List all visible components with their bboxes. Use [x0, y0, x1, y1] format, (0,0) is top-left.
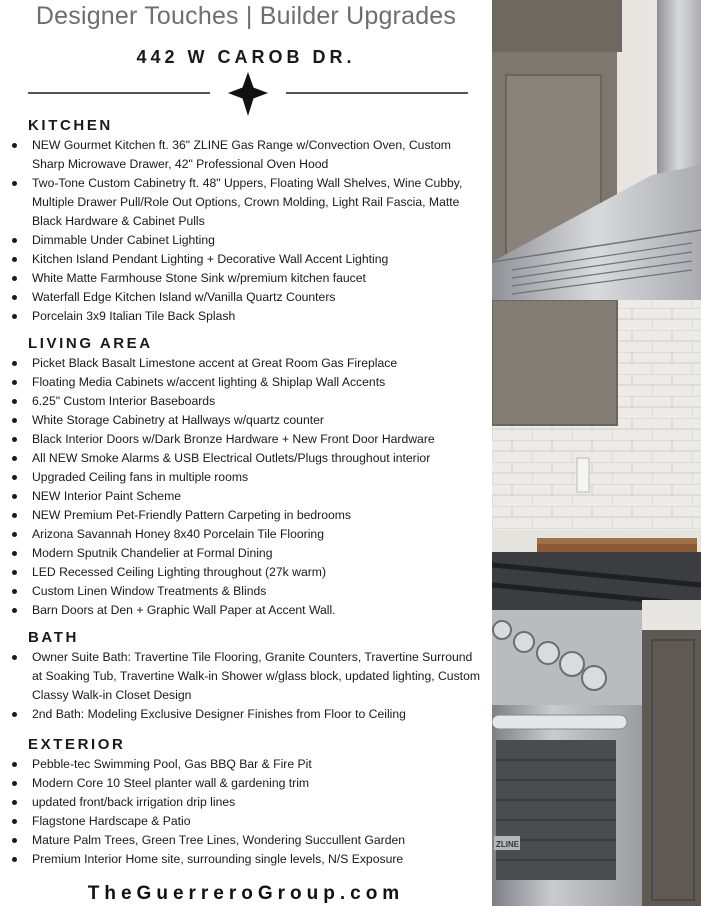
knob-icon	[537, 642, 559, 664]
bullet-icon	[12, 838, 17, 843]
list-item-text: NEW Premium Pet-Friendly Pattern Carpeting in bedrooms	[32, 508, 352, 522]
list-item	[0, 250, 492, 269]
brand-logo: ZLINE	[496, 840, 520, 849]
list-item	[0, 705, 492, 724]
knob-icon	[493, 621, 511, 639]
bullet-icon	[12, 314, 17, 319]
oven-window	[496, 740, 616, 880]
list-item	[0, 755, 492, 774]
list-item-text: Mature Palm Trees, Green Tree Lines, Wondering Succullent Garden	[32, 833, 406, 847]
list-item-text: Upgraded Ceiling fans in multiple rooms	[32, 470, 249, 484]
bullet-icon	[12, 513, 17, 518]
bullet-icon	[12, 418, 17, 423]
section-title: EXTERIOR	[28, 736, 126, 753]
bullet-icon	[12, 361, 17, 366]
bullet-icon	[12, 655, 17, 660]
bullet-icon	[12, 551, 17, 556]
list-item	[0, 373, 492, 392]
bullet-icon	[12, 143, 17, 148]
list-item	[0, 582, 492, 601]
list-item	[0, 136, 492, 174]
list-item-text: Arizona Savannah Honey 8x40 Porcelain Tile Flooring	[32, 527, 324, 541]
list-item-text: 2nd Bath: Modeling Exclusive Designer Finishes from Floor to Ceiling	[32, 707, 406, 721]
list-item	[0, 307, 492, 326]
list-item-text: Kitchen Island Pendant Lighting + Decorative Wall Accent Lighting	[32, 252, 389, 266]
section-title: LIVING AREA	[28, 335, 153, 352]
list-item	[0, 648, 492, 705]
exterior-list	[0, 755, 492, 869]
list-item-text: All NEW Smoke Alarms & USB Electrical Outlets/Plugs throughout interior	[32, 451, 431, 465]
list-item-text: 6.25" Custom Interior Baseboards	[32, 394, 216, 408]
list-item-text: NEW Interior Paint Scheme	[32, 489, 182, 503]
list-item	[0, 506, 492, 525]
kitchen-list	[0, 136, 492, 326]
bullet-icon	[12, 238, 17, 243]
list-item-text: White Storage Cabinetry at Hallways w/quartz counter	[32, 413, 324, 427]
list-item-text: updated front/back irrigation drip lines	[32, 795, 236, 809]
four-point-star-icon	[228, 72, 268, 116]
list-item	[0, 544, 492, 563]
bullet-icon	[12, 494, 17, 499]
list-item	[0, 449, 492, 468]
list-item	[0, 411, 492, 430]
list-item-text: Picket Black Basalt Limestone accent at Great Room Gas Fireplace	[32, 356, 398, 370]
bullet-icon	[12, 276, 17, 281]
list-item	[0, 288, 492, 307]
list-item	[0, 831, 492, 850]
knob-icon	[514, 632, 534, 652]
list-item-text: Modern Core 10 Steel planter wall & gardening trim	[32, 776, 310, 790]
list-item	[0, 430, 492, 449]
bullet-icon	[12, 437, 17, 442]
list-item-text: Premium Interior Home site, surrounding single levels, N/S Exposure	[32, 852, 404, 866]
oven-handle	[492, 715, 627, 729]
list-item	[0, 468, 492, 487]
list-item	[0, 269, 492, 288]
bullet-icon	[12, 257, 17, 262]
living-area-list	[0, 354, 492, 620]
outlet	[577, 458, 589, 492]
list-item-text: Two-Tone Custom Cabinetry ft. 48" Uppers, Floating Wall Shelves, Wine Cubby, Multiple Drawer Pull/Role Out Options, Crown Molding, Light Rail Fascia, Matte Black Hardware & Cabinet Pulls	[32, 176, 463, 228]
bullet-icon	[12, 712, 17, 717]
list-item-text: Dimmable Under Cabinet Lighting	[32, 233, 215, 247]
bullet-icon	[12, 532, 17, 537]
bullet-icon	[12, 781, 17, 786]
list-item	[0, 601, 492, 620]
list-item-text: Black Interior Doors w/Dark Bronze Hardware + New Front Door Hardware	[32, 432, 435, 446]
page-title: Designer Touches | Builder Upgrades	[35, 2, 457, 30]
bullet-icon	[12, 857, 17, 862]
bullet-icon	[12, 456, 17, 461]
bullet-icon	[12, 181, 17, 186]
bullet-icon	[12, 570, 17, 575]
bullet-icon	[12, 608, 17, 613]
list-item-text: Floating Media Cabinets w/accent lighting & Shiplap Wall Accents	[32, 375, 386, 389]
bullet-icon	[12, 762, 17, 767]
side-counter	[642, 600, 701, 630]
list-item	[0, 774, 492, 793]
list-item-text: Flagstone Hardscape & Patio	[32, 814, 191, 828]
website-footer: TheGuerreroGroup.com	[87, 883, 405, 904]
list-item-text: Modern Sputnik Chandelier at Formal Dining	[32, 546, 273, 560]
list-item	[0, 850, 492, 869]
kitchen-photo	[492, 0, 701, 906]
bullet-icon	[12, 295, 17, 300]
list-item-text: Pebble-tec Swimming Pool, Gas BBQ Bar & Fire Pit	[32, 757, 312, 771]
list-item	[0, 793, 492, 812]
bath-list	[0, 648, 492, 724]
bullet-icon	[12, 589, 17, 594]
list-item-text: Waterfall Edge Kitchen Island w/Vanilla Quartz Counters	[32, 290, 336, 304]
cabinet-crown	[492, 0, 622, 52]
section-title: KITCHEN	[28, 117, 113, 134]
list-item	[0, 354, 492, 373]
bullet-icon	[12, 800, 17, 805]
list-item	[0, 487, 492, 506]
list-item	[0, 392, 492, 411]
list-item	[0, 174, 492, 231]
star-divider	[28, 72, 468, 118]
list-item-text: Owner Suite Bath: Travertine Tile Flooring, Granite Counters, Travertine Surround at Soaking Tub, Travertine Walk-in Shower w/glass block, updated lighting, Custom Classy Walk-in Closet Design	[32, 650, 480, 702]
bullet-icon	[12, 380, 17, 385]
list-item-text: Barn Doors at Den + Graphic Wall Paper at Accent Wall.	[32, 603, 336, 617]
list-item-text: Custom Linen Window Treatments & Blinds	[32, 584, 267, 598]
list-item	[0, 231, 492, 250]
section-title: BATH	[28, 629, 79, 646]
bullet-icon	[12, 399, 17, 404]
list-item-text: Porcelain 3x9 Italian Tile Back Splash	[32, 309, 236, 323]
list-item-text: LED Recessed Ceiling Lighting throughout (27k warm)	[32, 565, 327, 579]
list-item	[0, 525, 492, 544]
knob-icon	[560, 652, 584, 676]
list-item-text: NEW Gourmet Kitchen ft. 36" ZLINE Gas Range w/Convection Oven, Custom Sharp Microwave Drawer, 42" Professional Oven Hood	[32, 138, 451, 171]
side-cabinet	[642, 610, 701, 906]
cabinet-lower-panel	[492, 300, 617, 425]
list-item-text: White Matte Farmhouse Stone Sink w/premium kitchen faucet	[32, 271, 366, 285]
bullet-icon	[12, 819, 17, 824]
knob-icon	[582, 666, 606, 690]
property-address: 442 W CAROB DR.	[136, 47, 356, 67]
list-item	[0, 563, 492, 582]
bullet-icon	[12, 475, 17, 480]
list-item	[0, 812, 492, 831]
